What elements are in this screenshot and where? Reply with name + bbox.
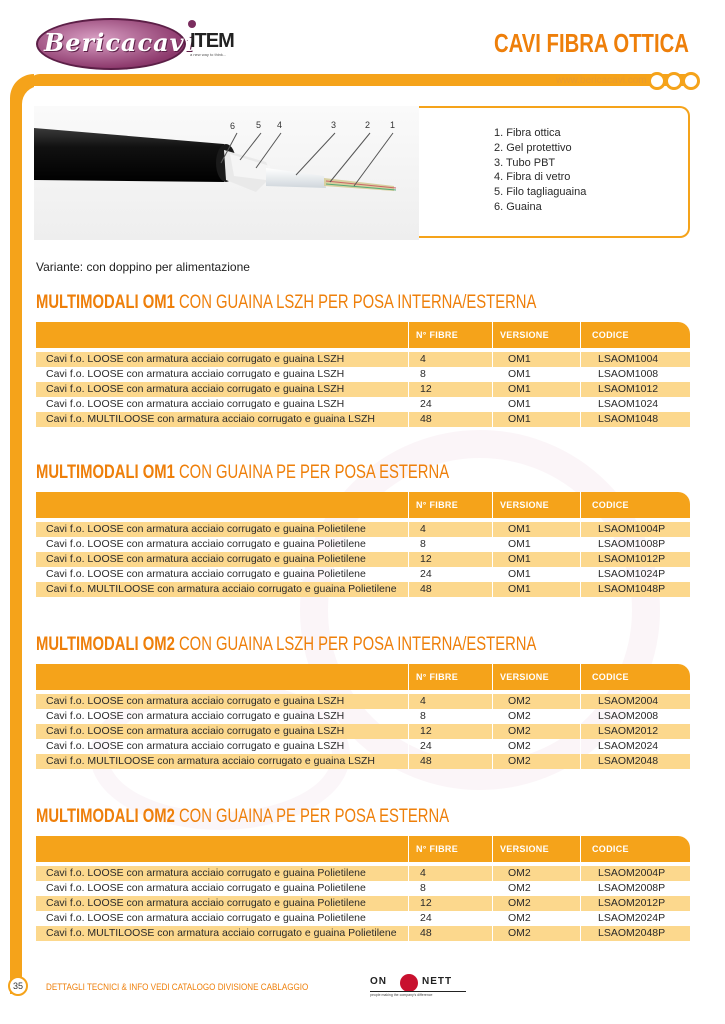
cell-desc: Cavi f.o. MULTILOOSE con armatura acciaio corrugato e guaina Polietilene [46,583,397,595]
cell-code: LSAOM1012P [598,553,666,565]
table-header [36,836,690,862]
callout-5: 5 [256,120,262,130]
cell-version: OM2 [508,882,531,894]
cell-divider [408,866,409,881]
column-divider [408,664,409,690]
item-logo-text: ITEM [190,30,234,52]
cell-version: OM1 [508,383,531,395]
website-link[interactable]: www.bericacavi.com [556,75,647,86]
table-row [36,866,690,881]
cell-version: OM2 [508,740,531,752]
cell-desc: Cavi f.o. LOOSE con armatura acciaio corrugato e guaina Polietilene [46,897,366,909]
column-header-version: VERSIONE [500,330,549,340]
cell-divider [408,522,409,537]
cell-version: OM2 [508,927,531,939]
cell-divider [580,694,581,709]
cell-divider [408,739,409,754]
column-header-fibers: N° FIBRE [416,844,458,854]
cable-photo [34,106,419,240]
column-divider [580,664,581,690]
cable-legend [494,126,586,215]
table-header [36,664,690,690]
cell-version: OM1 [508,523,531,535]
cell-divider [492,567,493,582]
table-row [36,911,690,926]
cell-desc: Cavi f.o. LOOSE con armatura acciaio corrugato e guaina Polietilene [46,568,366,580]
section-title [36,634,536,656]
cell-divider [492,911,493,926]
cell-divider [580,911,581,926]
callout-1: 1 [390,120,396,130]
table-row [36,552,690,567]
legend-item: 3. Tubo PBT [494,156,556,169]
legend-item: 1. Fibra ottica [494,127,561,139]
table-header [36,492,690,518]
table-row [36,567,690,582]
cell-desc: Cavi f.o. LOOSE con armatura acciaio corrugato e guaina Polietilene [46,538,366,550]
item-logo-dot-icon [188,20,196,28]
onnett-logo [370,972,466,1000]
cell-divider [408,537,409,552]
section-title-bold: MULTIMODALI OM2 [36,634,175,655]
table-body [36,352,690,427]
table-row [36,881,690,896]
cell-code: LSAOM1024P [598,568,666,580]
cell-divider [580,582,581,597]
cell-fibers: 8 [420,882,426,894]
cell-divider [492,352,493,367]
cell-fibers: 8 [420,368,426,380]
page-title: CAVI FIBRA OTTICA [494,28,689,58]
cell-divider [408,397,409,412]
section-title [36,806,449,828]
cell-divider [580,522,581,537]
cell-desc: Cavi f.o. LOOSE con armatura acciaio corrugato e guaina Polietilene [46,523,366,535]
cell-desc: Cavi f.o. LOOSE con armatura acciaio corrugato e guaina Polietilene [46,912,366,924]
table-row [36,412,690,427]
legend-item: 6. Guaina [494,200,542,213]
section-title-bold: MULTIMODALI OM1 [36,462,175,483]
cell-version: OM1 [508,413,531,425]
cell-divider [580,754,581,769]
page-number: 35 [8,976,28,996]
cell-divider [580,866,581,881]
cell-desc: Cavi f.o. LOOSE con armatura acciaio corrugato e guaina LSZH [46,353,345,365]
column-divider [492,836,493,862]
section-title-rest: CON GUAINA LSZH PER POSA INTERNA/ESTERNA [178,634,537,655]
cell-fibers: 4 [420,867,426,879]
section-title-bold: MULTIMODALI OM2 [36,806,175,827]
cell-code: LSAOM1048 [598,413,659,425]
cell-code: LSAOM2024 [598,740,659,752]
cell-code: LSAOM2004 [598,695,659,707]
cell-divider [408,582,409,597]
table-header [36,322,690,348]
cell-code: LSAOM2004P [598,867,666,879]
cell-fibers: 48 [420,413,432,425]
section-title-rest: CON GUAINA LSZH PER POSA INTERNA/ESTERNA [178,292,537,313]
cell-divider [408,412,409,427]
cell-code: LSAOM2008P [598,882,666,894]
cell-divider [492,866,493,881]
callout-3: 3 [331,120,337,130]
cell-desc: Cavi f.o. LOOSE con armatura acciaio corrugato e guaina LSZH [46,710,345,722]
section-title [36,292,536,314]
cell-version: OM2 [508,695,531,707]
cell-fibers: 8 [420,538,426,550]
cell-code: LSAOM2048 [598,755,659,767]
cell-divider [580,552,581,567]
cell-fibers: 12 [420,553,432,565]
cell-code: LSAOM2012P [598,897,666,909]
cell-code: LSAOM1004 [598,353,659,365]
column-header-code: CODICE [592,330,629,340]
table-row [36,694,690,709]
cell-version: OM2 [508,867,531,879]
table-row [36,582,690,597]
column-divider [408,322,409,348]
cell-divider [492,709,493,724]
table-row [36,522,690,537]
table-row [36,382,690,397]
cell-desc: Cavi f.o. LOOSE con armatura acciaio corrugato e guaina Polietilene [46,553,366,565]
cell-divider [580,709,581,724]
cell-version: OM1 [508,538,531,550]
column-divider [492,492,493,518]
cell-divider [492,739,493,754]
cell-desc: Cavi f.o. LOOSE con armatura acciaio corrugato e guaina LSZH [46,398,345,410]
onnett-logo-left: ON [370,976,387,987]
table-row [36,709,690,724]
cell-divider [580,412,581,427]
legend-item: 4. Fibra di vetro [494,171,571,184]
fiber-cable-illustration [34,106,419,240]
cell-divider [492,537,493,552]
cell-desc: Cavi f.o. LOOSE con armatura acciaio corrugato e guaina LSZH [46,695,345,707]
callout-2: 2 [365,120,371,130]
cell-fibers: 24 [420,568,432,580]
cell-fibers: 24 [420,740,432,752]
cell-divider [408,694,409,709]
column-header-fibers: N° FIBRE [416,672,458,682]
column-header-version: VERSIONE [500,500,549,510]
legend-item: 2. Gel protettivo [494,141,572,154]
ladybug-icon [400,974,418,992]
cell-divider [492,754,493,769]
cell-fibers: 4 [420,523,426,535]
cell-divider [408,709,409,724]
cell-divider [408,724,409,739]
table-row [36,537,690,552]
cell-divider [492,881,493,896]
table-row [36,724,690,739]
cell-divider [580,397,581,412]
cell-divider [408,352,409,367]
cell-divider [492,522,493,537]
column-header-code: CODICE [592,500,629,510]
cell-divider [580,352,581,367]
section-title-rest: CON GUAINA PE PER POSA ESTERNA [178,806,450,827]
cell-fibers: 8 [420,710,426,722]
logo-text: Bericacavi [44,28,195,57]
column-divider [580,322,581,348]
cell-code: LSAOM1048P [598,583,666,595]
cell-fibers: 48 [420,583,432,595]
item-logo-subtext: a new way to think... [190,52,227,57]
cell-version: OM1 [508,553,531,565]
cell-divider [408,926,409,941]
cell-divider [408,382,409,397]
table-row [36,352,690,367]
column-header-fibers: N° FIBRE [416,330,458,340]
cell-version: OM1 [508,583,531,595]
cell-divider [492,694,493,709]
column-divider [492,664,493,690]
onnett-subtext: people making the company's difference [370,993,433,997]
column-divider [408,836,409,862]
table-row [36,926,690,941]
cell-divider [580,367,581,382]
cell-code: LSAOM1008 [598,368,659,380]
column-header-code: CODICE [592,844,629,854]
section-title [36,462,449,484]
cell-desc: Cavi f.o. LOOSE con armatura acciaio corrugato e guaina Polietilene [46,882,366,894]
table-row [36,896,690,911]
cell-code: LSAOM2024P [598,912,666,924]
cell-version: OM1 [508,398,531,410]
cell-code: LSAOM2012 [598,725,659,737]
column-divider [580,492,581,518]
variant-note: Variante: con doppino per alimentazione [36,260,250,274]
callout-4: 4 [277,120,283,130]
cell-version: OM2 [508,897,531,909]
table-row [36,754,690,769]
cell-divider [408,911,409,926]
cell-version: OM2 [508,755,531,767]
cell-desc: Cavi f.o. LOOSE con armatura acciaio corrugato e guaina LSZH [46,383,345,395]
cell-divider [580,724,581,739]
cell-divider [408,896,409,911]
cell-divider [492,552,493,567]
cell-divider [408,881,409,896]
onnett-logo-right: NETT [422,976,453,987]
section-title-rest: CON GUAINA PE PER POSA ESTERNA [178,462,450,483]
cell-divider [580,881,581,896]
cell-desc: Cavi f.o. LOOSE con armatura acciaio corrugato e guaina LSZH [46,725,345,737]
cell-desc: Cavi f.o. LOOSE con armatura acciaio corrugato e guaina Polietilene [46,867,366,879]
cell-desc: Cavi f.o. MULTILOOSE con armatura acciaio corrugato e guaina LSZH [46,413,375,425]
column-header-version: VERSIONE [500,844,549,854]
column-divider [408,492,409,518]
cell-fibers: 12 [420,897,432,909]
cell-divider [492,582,493,597]
table-row [36,367,690,382]
cell-version: OM2 [508,912,531,924]
cell-fibers: 48 [420,755,432,767]
cell-version: OM1 [508,568,531,580]
cell-version: OM2 [508,710,531,722]
column-header-fibers: N° FIBRE [416,500,458,510]
cell-divider [492,926,493,941]
cell-divider [580,382,581,397]
column-divider [580,836,581,862]
cell-divider [408,552,409,567]
table-body [36,694,690,769]
column-divider [492,322,493,348]
table-body [36,522,690,597]
legend-item: 5. Filo tagliaguaina [494,186,587,199]
cell-fibers: 24 [420,912,432,924]
table-body [36,866,690,941]
cell-divider [580,567,581,582]
item-logo [190,30,250,60]
cell-code: LSAOM1008P [598,538,666,550]
cell-divider [492,896,493,911]
cell-divider [580,896,581,911]
cell-fibers: 12 [420,383,432,395]
cell-code: LSAOM2008 [598,710,659,722]
callout-6: 6 [230,121,236,131]
cell-code: LSAOM2048P [598,927,666,939]
onnett-divider [370,991,466,992]
cell-desc: Cavi f.o. LOOSE con armatura acciaio corrugato e guaina LSZH [46,368,345,380]
cell-divider [492,724,493,739]
cell-fibers: 12 [420,725,432,737]
cell-fibers: 4 [420,695,426,707]
cell-code: LSAOM1024 [598,398,659,410]
cell-fibers: 24 [420,398,432,410]
cell-divider [492,412,493,427]
cell-version: OM2 [508,725,531,737]
cell-fibers: 48 [420,927,432,939]
cell-divider [408,367,409,382]
cell-desc: Cavi f.o. MULTILOOSE con armatura acciaio corrugato e guaina LSZH [46,755,375,767]
cell-desc: Cavi f.o. MULTILOOSE con armatura acciaio corrugato e guaina Polietilene [46,927,397,939]
section-title-bold: MULTIMODALI OM1 [36,292,175,313]
cell-version: OM1 [508,353,531,365]
column-header-code: CODICE [592,672,629,682]
cell-divider [492,382,493,397]
cell-divider [580,739,581,754]
footer-note: DETTAGLI TECNICI & INFO VEDI CATALOGO DIVISIONE CABLAGGIO [46,982,309,993]
cell-divider [580,926,581,941]
table-row [36,397,690,412]
cell-divider [492,397,493,412]
bericacavi-logo [36,14,195,72]
cell-divider [580,537,581,552]
cell-desc: Cavi f.o. LOOSE con armatura acciaio corrugato e guaina LSZH [46,740,345,752]
cell-divider [408,754,409,769]
cell-version: OM1 [508,368,531,380]
column-header-version: VERSIONE [500,672,549,682]
cell-divider [408,567,409,582]
table-row [36,739,690,754]
cell-divider [492,367,493,382]
cell-code: LSAOM1012 [598,383,659,395]
cell-code: LSAOM1004P [598,523,666,535]
cell-fibers: 4 [420,353,426,365]
